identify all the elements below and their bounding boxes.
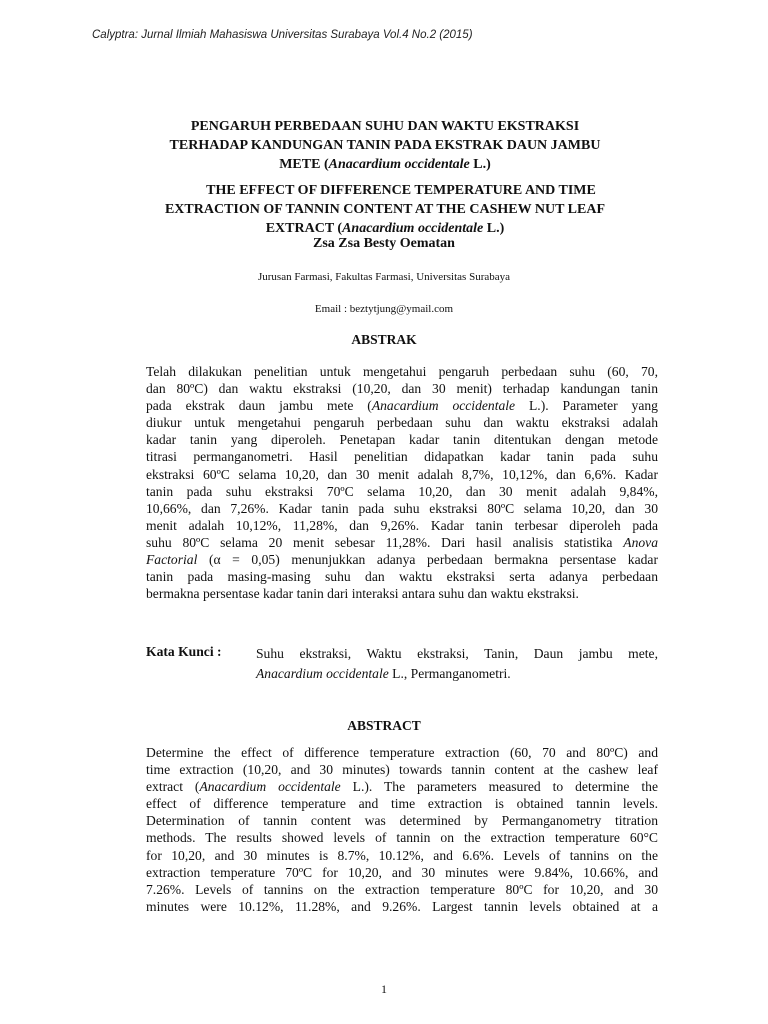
title-english bbox=[142, 181, 628, 238]
text-line: dan 80ºC) dan waktu ekstraksi (10,20, dan 30 menit) terhadap kandungan tanin bbox=[146, 381, 658, 397]
title-en-line: EXTRACTION OF TANNIN CONTENT AT THE CASHEW NUT LEAF bbox=[164, 202, 606, 217]
journal-header: Calyptra: Jurnal Ilmiah Mahasiswa Universitas Surabaya Vol.4 No.2 (2015) bbox=[92, 29, 473, 41]
text-line: for 10,20, and 30 minutes is 8.7%, 10.12%, and 6.6%. Levels of tannins on the bbox=[146, 847, 658, 863]
title-id-line: TERHADAP KANDUNGAN TANIN PADA EKSTRAK DAUN JAMBU bbox=[169, 138, 601, 153]
page-number: 1 bbox=[381, 982, 387, 996]
text-line: kadar tanin yang diperoleh. Penetapan kadar tanin ditentukan dengan metode bbox=[146, 432, 658, 448]
text-line: Factorial (α = 0,05) menunjukkan adanya perbedaan bermakna persentase kadar bbox=[146, 552, 658, 568]
text-line: ekstraksi 60ºC selama 10,20, dan 30 menit adalah 8,7%, 10,12%, dan 6,6%. Kadar bbox=[146, 466, 658, 482]
species-name: Anacardium occidentale bbox=[328, 157, 470, 172]
title-id-line: METE (Anacardium occidentale L.) bbox=[279, 157, 491, 172]
keywords-list bbox=[256, 644, 658, 684]
keywords-label: Kata Kunci : bbox=[146, 644, 222, 659]
abstrak-body bbox=[146, 363, 658, 602]
text-line: menit adalah 10,12%, 11,28%, dan 9,26%. Kadar tanin terbesar diperoleh pada bbox=[146, 517, 658, 533]
title-en-line: EXTRACT (Anacardium occidentale L.) bbox=[265, 221, 505, 236]
text-line: effect of difference temperature and time extraction is obtained tannin levels. bbox=[146, 796, 658, 812]
keywords-line: Anacardium occidentale L., Permanganometri. bbox=[256, 666, 511, 681]
text-line: 7.26%. Levels of tannins on the extraction temperature 80ºC for 10,20, and 30 bbox=[146, 881, 658, 897]
text-line: pada ekstrak daun jambu mete (Anacardium occidentale L.). Parameter yang bbox=[146, 398, 658, 414]
title-id-line: PENGARUH PERBEDAAN SUHU DAN WAKTU EKSTRAKSI bbox=[190, 119, 580, 134]
text-line: titrasi permanganometri. Hasil penelitian didapatkan kadar tanin pada suhu bbox=[146, 449, 658, 465]
text-line: time extraction (10,20, and 30 minutes) towards tannin content at the cashew leaf bbox=[146, 762, 658, 778]
text-line: methods. The results showed levels of tannin on the extraction temperature 60°C bbox=[146, 830, 658, 846]
title-indonesian bbox=[150, 117, 620, 174]
text-line: diukur untuk mengetahui pengaruh perbedaan suhu dan waktu ekstraksi adalah bbox=[146, 415, 658, 431]
text-line: 10,66%, dan 7,26%. Kadar tanin pada suhu ekstraksi 80ºC selama 10,20, dan 30 bbox=[146, 500, 658, 516]
author-name: Zsa Zsa Besty Oematan bbox=[313, 236, 455, 251]
title-en-line: THE EFFECT OF DIFFERENCE TEMPERATURE AND TIME bbox=[206, 183, 596, 198]
affiliation: Jurusan Farmasi, Fakultas Farmasi, Universitas Surabaya bbox=[257, 271, 511, 283]
text-line: extraction temperature 70ºC for 10,20, and 30 minutes were 9.84%, 10.66%, and bbox=[146, 864, 658, 880]
species-name: Anacardium occidentale bbox=[342, 221, 484, 236]
text-line: bermakna persentase kadar tanin dari interaksi antara suhu dan waktu ekstraksi. bbox=[146, 586, 579, 602]
text-line: Determination of tannin content was determined by Permanganometry titration bbox=[146, 813, 658, 829]
text-line: tanin pada suhu ekstraksi 70ºC selama 10,20, dan 30 menit adalah 9,84%, bbox=[146, 483, 658, 499]
text-line: tanin pada masing-masing suhu dan waktu ekstraksi serta adanya perbedaan bbox=[146, 569, 658, 585]
abstrak-heading: ABSTRAK bbox=[351, 332, 417, 347]
abstract-body bbox=[146, 744, 658, 915]
author-email: Email : beztytjung@ymail.com bbox=[314, 303, 454, 315]
text-line: Determine the effect of difference temperature extraction (60, 70 and 80ºC) and bbox=[146, 745, 658, 760]
text-line: suhu 80ºC selama 20 menit sebesar 11,28%. Dari hasil analisis statistika Anova bbox=[146, 534, 658, 550]
text-line: Telah dilakukan penelitian untuk mengetahui pengaruh perbedaan suhu (60, 70, bbox=[146, 364, 658, 379]
text-line: minutes were 10.12%, 11.28%, and 9.26%. Largest tannin levels obtained at a bbox=[146, 898, 658, 914]
text-line: extract (Anacardium occidentale L.). The parameters measured to determine the bbox=[146, 779, 658, 795]
keywords-line: Suhu ekstraksi, Waktu ekstraksi, Tanin, Daun jambu mete, bbox=[256, 646, 658, 661]
abstract-heading: ABSTRACT bbox=[347, 718, 421, 733]
